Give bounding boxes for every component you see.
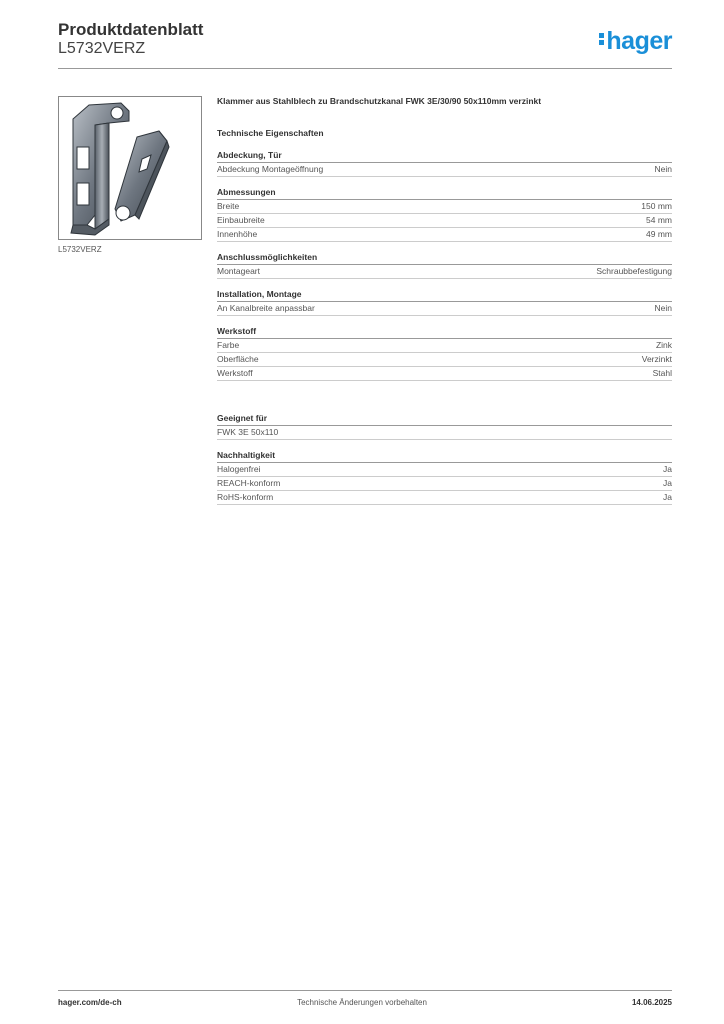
footer-date: 14.06.2025 xyxy=(631,998,672,1007)
spec-value: Nein xyxy=(654,303,672,313)
section-title: Technische Eigenschaften xyxy=(217,128,324,138)
spec-value: Ja xyxy=(663,492,672,502)
logo-text: hager xyxy=(606,27,672,55)
spec-label: RoHS-konform xyxy=(217,492,274,502)
group-title: Geeignet für xyxy=(217,413,672,426)
group-title: Abdeckung, Tür xyxy=(217,150,672,163)
spec-group xyxy=(217,252,672,279)
spec-row xyxy=(217,200,672,214)
header-divider xyxy=(58,68,672,69)
spec-label: Einbaubreite xyxy=(217,215,265,225)
spec-label: Breite xyxy=(217,201,240,211)
spec-label: An Kanalbreite anpassbar xyxy=(217,303,315,313)
spec-label: FWK 3E 50x110 xyxy=(217,427,279,437)
footer-divider xyxy=(58,990,672,991)
spec-value: Stahl xyxy=(652,368,672,378)
article-number: L5732VERZ xyxy=(58,40,146,57)
spec-value: Zink xyxy=(655,340,672,350)
spec-value: Nein xyxy=(654,164,672,174)
spec-row xyxy=(217,463,672,477)
spec-group xyxy=(217,289,672,316)
spec-row xyxy=(217,491,672,505)
spec-label: Oberfläche xyxy=(217,354,259,364)
spec-label: Abdeckung Montageöffnung xyxy=(217,164,324,174)
group-title: Installation, Montage xyxy=(217,289,672,302)
spec-label: Werkstoff xyxy=(217,368,253,378)
image-caption: L5732VERZ xyxy=(58,245,102,254)
spec-label: Montageart xyxy=(217,266,260,276)
group-title: Anschlussmöglichkeiten xyxy=(217,252,672,265)
document-title: Produktdatenblatt xyxy=(58,20,204,39)
group-title: Abmessungen xyxy=(217,187,672,200)
spec-row xyxy=(217,339,672,353)
footer-note: Technische Änderungen vorbehalten xyxy=(297,998,427,1007)
spec-group xyxy=(217,187,672,242)
spec-row xyxy=(217,214,672,228)
spec-row xyxy=(217,302,672,316)
spec-value: 54 mm xyxy=(646,215,672,225)
spec-group xyxy=(217,326,672,381)
spec-label: Farbe xyxy=(217,340,240,350)
spec-value: Schraubbefestigung xyxy=(596,266,672,276)
spec-group xyxy=(217,450,672,505)
product-image xyxy=(58,96,202,240)
spec-row xyxy=(217,477,672,491)
spec-value: Ja xyxy=(663,464,672,474)
spec-value: 150 mm xyxy=(641,201,672,211)
hager-logo xyxy=(599,27,672,56)
logo-dots-icon xyxy=(599,31,604,47)
group-spacer xyxy=(217,391,672,413)
spec-row xyxy=(217,265,672,279)
footer-website[interactable]: hager.com/de-ch xyxy=(58,998,122,1007)
spec-group xyxy=(217,150,672,177)
spec-label: Innenhöhe xyxy=(217,229,258,239)
spec-row xyxy=(217,426,672,440)
spec-row xyxy=(217,353,672,367)
spec-group xyxy=(217,413,672,440)
spec-groups xyxy=(217,150,672,505)
spec-value: Verzinkt xyxy=(641,354,672,364)
steel-clamp-icon xyxy=(59,97,201,239)
group-title: Nachhaltigkeit xyxy=(217,450,672,463)
product-description: Klammer aus Stahlblech zu Brandschutzkanal FWK 3E/30/90 50x110mm verzinkt xyxy=(217,96,542,106)
spec-label: Halogenfrei xyxy=(217,464,261,474)
spec-row xyxy=(217,228,672,242)
spec-value: 49 mm xyxy=(646,229,672,239)
spec-content xyxy=(217,96,672,515)
spec-row xyxy=(217,367,672,381)
group-title: Werkstoff xyxy=(217,326,672,339)
spec-value: Ja xyxy=(663,478,672,488)
spec-row xyxy=(217,163,672,177)
spec-label: REACH-konform xyxy=(217,478,281,488)
